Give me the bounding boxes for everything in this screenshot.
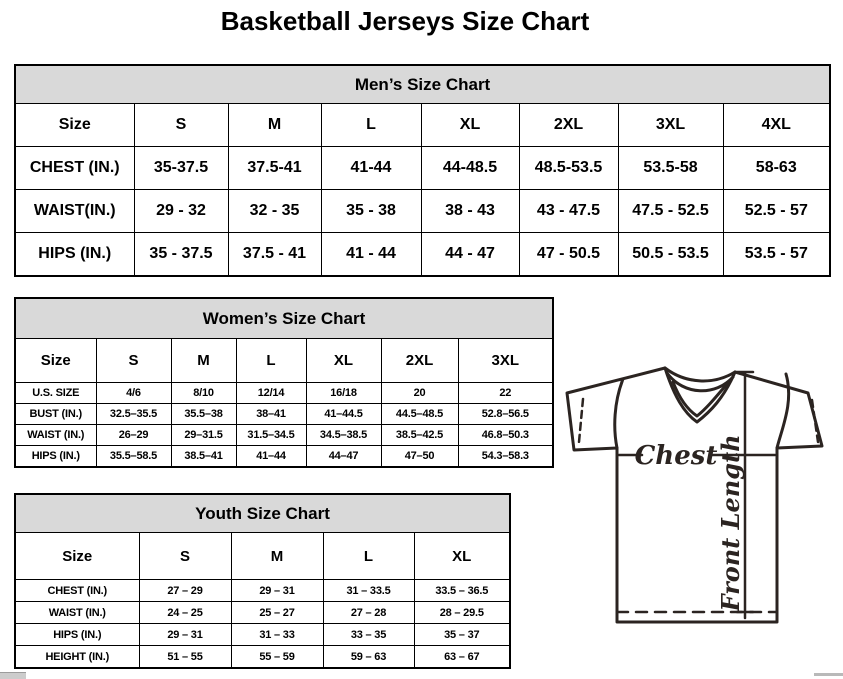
size-value: 44-48.5 xyxy=(421,147,519,190)
size-value: 34.5–38.5 xyxy=(306,425,381,446)
size-value: 31 – 33 xyxy=(231,624,323,646)
size-value: 52.8–56.5 xyxy=(458,404,553,425)
left-cuff-dashed-line xyxy=(579,399,583,442)
size-value: 28 – 29.5 xyxy=(414,602,510,624)
size-value: 26–29 xyxy=(96,425,171,446)
jersey-left-sleeve-seam xyxy=(615,379,623,448)
size-value: 38.5–42.5 xyxy=(381,425,458,446)
column-header: 3XL xyxy=(458,339,553,383)
row-label: HIPS (IN.) xyxy=(15,624,139,646)
horizontal-scrollbar-thumb-left[interactable] xyxy=(0,672,26,679)
size-value: 35.5–38 xyxy=(171,404,236,425)
row-label: CHEST (IN.) xyxy=(15,147,134,190)
table-row xyxy=(15,404,553,425)
column-header: S xyxy=(96,339,171,383)
column-header: 4XL xyxy=(723,104,830,147)
row-label: HIPS (IN.) xyxy=(15,446,96,468)
jersey-outline-icon xyxy=(567,368,822,622)
row-label: HEIGHT (IN.) xyxy=(15,646,139,669)
row-label: WAIST (IN.) xyxy=(15,425,96,446)
size-value: 38 - 43 xyxy=(421,190,519,233)
size-value: 44–47 xyxy=(306,446,381,468)
column-header: Size xyxy=(15,104,134,147)
size-value: 16/18 xyxy=(306,383,381,404)
size-value: 29 – 31 xyxy=(139,624,231,646)
size-value: 35.5–58.5 xyxy=(96,446,171,468)
size-value: 58-63 xyxy=(723,147,830,190)
youth-chart-caption: Youth Size Chart xyxy=(15,494,510,533)
size-value: 32.5–35.5 xyxy=(96,404,171,425)
horizontal-scrollbar-thumb-right[interactable] xyxy=(814,673,843,676)
chest-label: Chest xyxy=(634,441,718,471)
table-row xyxy=(15,602,510,624)
size-value: 24 – 25 xyxy=(139,602,231,624)
size-value: 38.5–41 xyxy=(171,446,236,468)
size-value: 51 – 55 xyxy=(139,646,231,669)
size-value: 53.5-58 xyxy=(618,147,723,190)
size-value: 31 – 33.5 xyxy=(323,580,414,602)
row-label: WAIST (IN.) xyxy=(15,602,139,624)
size-value: 41–44.5 xyxy=(306,404,381,425)
row-label: U.S. SIZE xyxy=(15,383,96,404)
column-header: S xyxy=(139,533,231,580)
column-header: XL xyxy=(306,339,381,383)
mens-size-chart-table xyxy=(14,64,831,277)
size-value: 33 – 35 xyxy=(323,624,414,646)
size-value: 29 - 32 xyxy=(134,190,228,233)
size-value: 54.3–58.3 xyxy=(458,446,553,468)
size-value: 59 – 63 xyxy=(323,646,414,669)
size-value: 53.5 - 57 xyxy=(723,233,830,277)
womens-size-chart-table xyxy=(14,297,554,468)
size-value: 48.5-53.5 xyxy=(519,147,618,190)
row-label: CHEST (IN.) xyxy=(15,580,139,602)
column-header: XL xyxy=(421,104,519,147)
size-value: 29 – 31 xyxy=(231,580,323,602)
table-row xyxy=(15,446,553,468)
womens-chart-caption: Women’s Size Chart xyxy=(15,298,553,339)
column-header: Size xyxy=(15,339,96,383)
column-header: M xyxy=(231,533,323,580)
column-header: M xyxy=(228,104,321,147)
size-value: 46.8–50.3 xyxy=(458,425,553,446)
column-header: 2XL xyxy=(381,339,458,383)
size-value: 63 – 67 xyxy=(414,646,510,669)
size-value: 37.5 - 41 xyxy=(228,233,321,277)
row-label: WAIST(IN.) xyxy=(15,190,134,233)
size-value: 44 - 47 xyxy=(421,233,519,277)
size-value: 31.5–34.5 xyxy=(236,425,306,446)
size-value: 29–31.5 xyxy=(171,425,236,446)
front-length-label: Front Length xyxy=(716,434,745,612)
size-value: 22 xyxy=(458,383,553,404)
size-value: 55 – 59 xyxy=(231,646,323,669)
table-row xyxy=(15,580,510,602)
size-value: 41 - 44 xyxy=(321,233,421,277)
size-value: 47.5 - 52.5 xyxy=(618,190,723,233)
youth-size-chart-table xyxy=(14,493,511,669)
size-value: 35 - 38 xyxy=(321,190,421,233)
size-value: 27 – 28 xyxy=(323,602,414,624)
size-value: 33.5 – 36.5 xyxy=(414,580,510,602)
table-row xyxy=(15,624,510,646)
size-value: 43 - 47.5 xyxy=(519,190,618,233)
size-value: 47–50 xyxy=(381,446,458,468)
size-value: 20 xyxy=(381,383,458,404)
size-value: 27 – 29 xyxy=(139,580,231,602)
size-value: 25 – 27 xyxy=(231,602,323,624)
size-value: 38–41 xyxy=(236,404,306,425)
table-row xyxy=(15,190,830,233)
page-title: Basketball Jerseys Size Chart xyxy=(220,6,590,36)
size-value: 35 – 37 xyxy=(414,624,510,646)
column-header: 2XL xyxy=(519,104,618,147)
table-row xyxy=(15,147,830,190)
jersey-measurement-diagram xyxy=(556,360,843,675)
table-row xyxy=(15,233,830,277)
column-header: Size xyxy=(15,533,139,580)
column-header: L xyxy=(321,104,421,147)
column-header: L xyxy=(236,339,306,383)
mens-chart-caption: Men’s Size Chart xyxy=(15,65,830,104)
size-value: 50.5 - 53.5 xyxy=(618,233,723,277)
column-header: M xyxy=(171,339,236,383)
column-header: S xyxy=(134,104,228,147)
size-value: 35-37.5 xyxy=(134,147,228,190)
size-value: 4/6 xyxy=(96,383,171,404)
table-row xyxy=(15,646,510,669)
row-label: BUST (IN.) xyxy=(15,404,96,425)
size-value: 52.5 - 57 xyxy=(723,190,830,233)
jersey-collar-band-outer xyxy=(665,368,735,381)
size-value: 41–44 xyxy=(236,446,306,468)
column-header: 3XL xyxy=(618,104,723,147)
column-header: L xyxy=(323,533,414,580)
row-label: HIPS (IN.) xyxy=(15,233,134,277)
size-value: 35 - 37.5 xyxy=(134,233,228,277)
size-value: 44.5–48.5 xyxy=(381,404,458,425)
table-row xyxy=(15,383,553,404)
size-value: 37.5-41 xyxy=(228,147,321,190)
size-value: 12/14 xyxy=(236,383,306,404)
size-value: 8/10 xyxy=(171,383,236,404)
size-value: 47 - 50.5 xyxy=(519,233,618,277)
table-row xyxy=(15,425,553,446)
column-header: XL xyxy=(414,533,510,580)
size-value: 32 - 35 xyxy=(228,190,321,233)
size-value: 41-44 xyxy=(321,147,421,190)
